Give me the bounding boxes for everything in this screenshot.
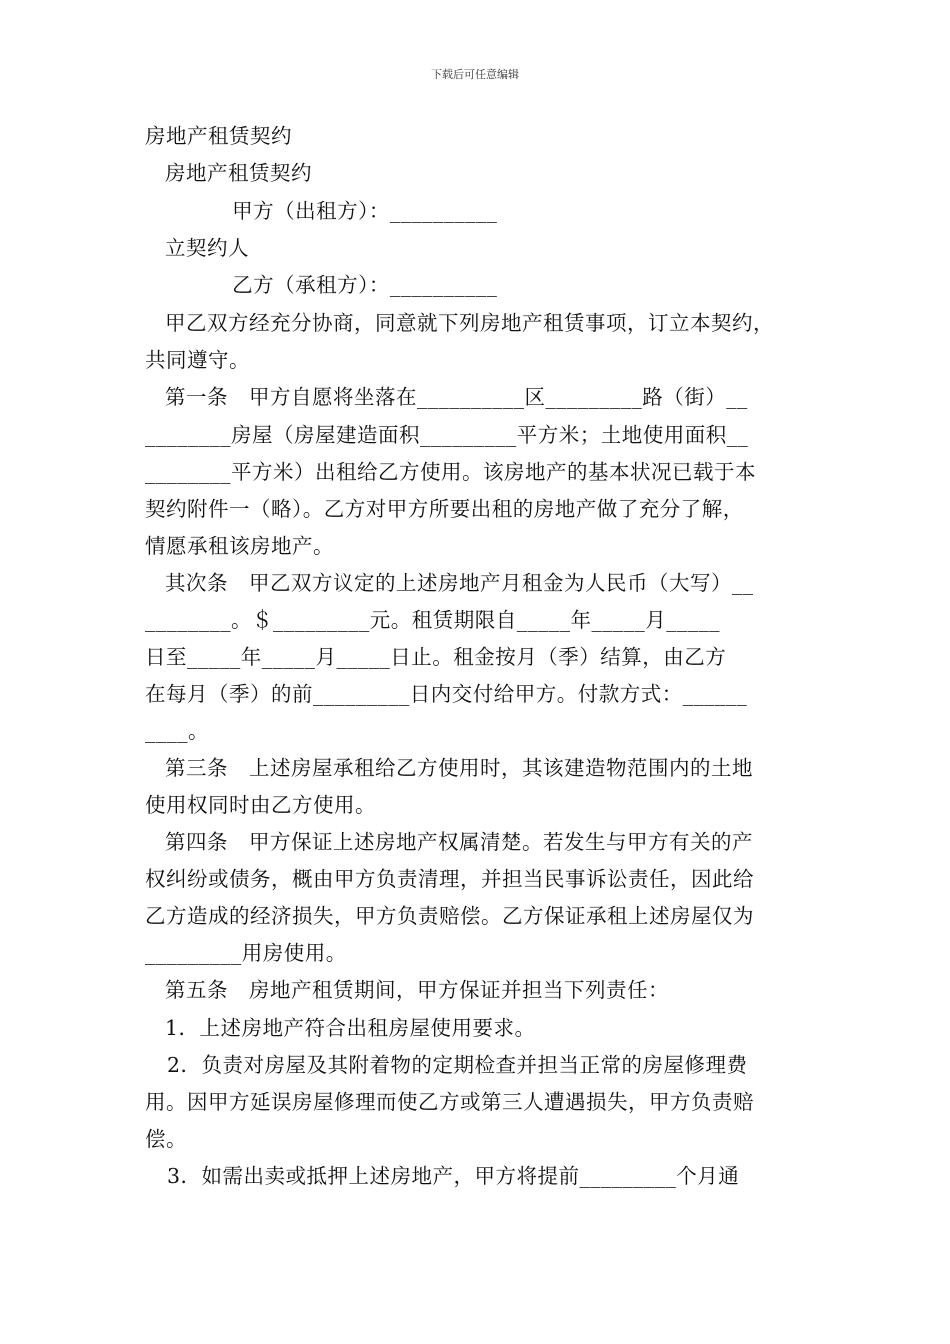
body-line: _________用房使用。 (145, 941, 347, 965)
list-item-2: 2．负责对房屋及其附着物的定期检查并担当正常的房屋修理费 (160, 1053, 748, 1077)
body-line: ________房屋（房屋建造面积_________平方米；土地使用面积__ (145, 423, 749, 447)
article-2-line: 其次条 甲乙双方议定的上述房地产月租金为人民币（大写）__ (158, 571, 754, 595)
doc-title: 房地产租赁契约 (145, 124, 292, 148)
body-line: 在每月（季）的前_________日内交付给甲方。付款方式：______ (145, 682, 748, 706)
body-line: 用。因甲方延误房屋修理而使乙方或第三人遭遇损失，甲方负责赔 (145, 1090, 754, 1114)
article-1-line: 第一条 甲方自愿将坐落在__________区_________路（街）__ (158, 385, 748, 409)
body-line: 共同遵守。 (145, 348, 250, 372)
body-line: 权纠纷或债务，概由甲方负责清理，并担当民事诉讼责任，因此给 (145, 867, 754, 891)
body-line: ________平方米）出租给乙方使用。该房地产的基本状况已载于本 (145, 460, 756, 484)
signatory-label: 立契约人 (158, 236, 250, 260)
body-line: 日至_____年_____月_____日止。租金按月（季）结算，由乙方 (145, 645, 727, 669)
body-line: 偿。 (145, 1127, 187, 1151)
body-line: ________。＄_________元。租赁期限自_____年_____月_____ (145, 608, 720, 632)
body-line: 乙方造成的经济损失，甲方负责赔偿。乙方保证承租上述房屋仅为 (145, 904, 754, 928)
body-line: ____。 (145, 719, 209, 743)
body-line: 契约附件一（略）。乙方对甲方所要出租的房地产做了充分了解， (145, 497, 744, 521)
article-5-line: 第五条 房地产租赁期间，甲方保证并担当下列责任： (158, 978, 670, 1002)
doc-subtitle: 房地产租赁契约 (158, 161, 313, 185)
body-line: 甲乙双方经充分协商，同意就下列房地产租赁事项，订立本契约， (158, 311, 775, 335)
article-4-line: 第四条 甲方保证上述房地产权属清楚。若发生与甲方有关的产 (158, 830, 754, 854)
page-header-note: 下载后可任意编辑 (431, 68, 519, 81)
party-a-line: 甲方（出租方）：__________ (190, 199, 498, 223)
list-item-1: 1．上述房地产符合出租房屋使用要求。 (158, 1016, 536, 1040)
list-item-3: 3．如需出卖或抵押上述房地产，甲方将提前_________个月通 (160, 1164, 740, 1188)
body-line: 使用权同时由乙方使用。 (145, 793, 376, 817)
article-3-line: 第三条 上述房屋承租给乙方使用时，其该建造物范围内的土地 (158, 756, 754, 780)
body-line: 情愿承租该房地产。 (145, 534, 334, 558)
party-b-line: 乙方（承租方）：__________ (190, 273, 498, 297)
